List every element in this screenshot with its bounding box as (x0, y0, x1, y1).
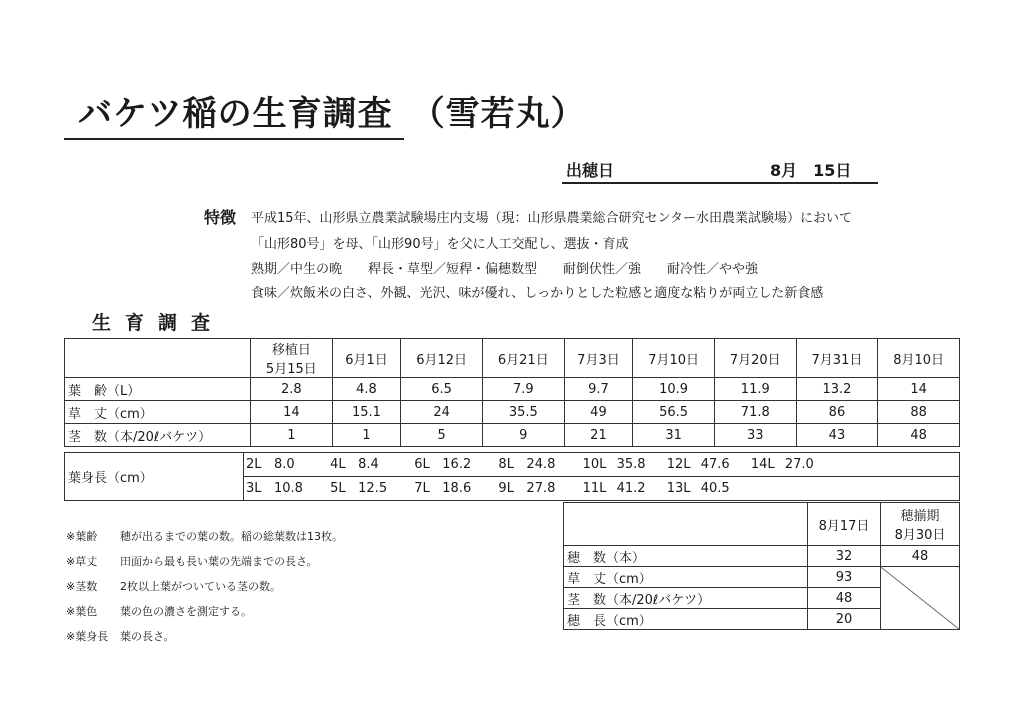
leaf-index: 3L (246, 481, 262, 496)
feature-line: 食味／炊飯米の白さ、外観、光沢、味が優れ、しっかりとした粒感と適度な粘りが両立した新食感 (251, 286, 824, 301)
leaf-value: 18.6 (442, 481, 472, 496)
note-item: ※茎数 2枚以上葉がついている茎の数。 (66, 580, 281, 593)
table-cell: 35.5 (482, 401, 564, 424)
row-label: 穂 長（cm） (564, 609, 808, 630)
row-label: 草 丈（cm） (564, 567, 808, 588)
leaf-index: 2L (246, 457, 262, 472)
leaf-value: 16.2 (442, 457, 472, 472)
leaf-line (244, 477, 960, 501)
heading-label: 出穂日 (566, 161, 615, 180)
page-title: バケツ稲の生育調査 （雪若丸） (78, 94, 586, 134)
note-item: ※葉身長 葉の長さ。 (66, 630, 175, 643)
table-cell: 5 (401, 424, 483, 447)
table-cell: 7.9 (482, 378, 564, 401)
date-header: 7月20日 (714, 339, 796, 378)
date-header: 8月17日 (808, 503, 881, 546)
table-cell: 31 (633, 424, 715, 447)
row-label: 茎 数（本/20ℓバケツ） (65, 424, 251, 447)
table-row (65, 401, 960, 424)
table-cell: 11.9 (714, 378, 796, 401)
leaf-value: 12.5 (358, 481, 388, 496)
features-label: 特徴 (204, 208, 237, 227)
table-cell: 6.5 (401, 378, 483, 401)
row-label: 茎 数（本/20ℓバケツ） (564, 588, 808, 609)
table-cell: 1 (251, 424, 333, 447)
table-row (65, 424, 960, 447)
table-cell: 21 (564, 424, 633, 447)
table-cell: 33 (714, 424, 796, 447)
diagonal-empty-cell (881, 567, 960, 630)
leaf-index: 6L (414, 457, 430, 472)
table-cell: 49 (564, 401, 633, 424)
table-cell: 2.8 (251, 378, 333, 401)
table-cell: 13.2 (796, 378, 878, 401)
table-cell: 88 (878, 401, 960, 424)
table-header-row (65, 339, 960, 378)
date-header: 6月12日 (401, 339, 483, 378)
leaf-line (244, 453, 960, 477)
date-header: 穂揃期 8月30日 (881, 503, 960, 546)
feature-line: 平成15年、山形県立農業試験場庄内支場（現：山形県農業総合研究センター水田農業試験場）において (251, 211, 853, 226)
table-cell: 9.7 (564, 378, 633, 401)
table-cell: 24 (401, 401, 483, 424)
leaf-index: 14L (750, 457, 775, 472)
leaf-value: 40.5 (700, 481, 730, 496)
row-label: 穂 数（本） (564, 546, 808, 567)
table-cell: 20 (808, 609, 881, 630)
leaf-value: 8.0 (274, 457, 295, 472)
leaf-value: 27.0 (784, 457, 814, 472)
leaf-value: 41.2 (616, 481, 646, 496)
date-header: 8月10日 (878, 339, 960, 378)
leaf-length-table (64, 452, 960, 501)
table-cell: 43 (796, 424, 878, 447)
feature-line: 熟期／中生の晩 稈長・草型／短稈・偏穂数型 耐倒伏性／強 耐冷性／やや強 (251, 262, 759, 277)
table-row (65, 378, 960, 401)
leaf-value: 8.4 (358, 457, 379, 472)
title-underline (64, 138, 404, 140)
table-cell: 48 (878, 424, 960, 447)
header-empty-cell (65, 339, 251, 378)
table-cell: 71.8 (714, 401, 796, 424)
table-cell: 10.9 (633, 378, 715, 401)
date-header: 移植日 5月15日 (251, 339, 333, 378)
leaf-index: 7L (414, 481, 430, 496)
date-header: 6月21日 (482, 339, 564, 378)
table-header-row (564, 503, 960, 546)
table-cell: 93 (808, 567, 881, 588)
header-empty-cell (564, 503, 808, 546)
feature-line: 「山形80号」を母、「山形90号」を父に人工交配し、選抜・育成 (251, 237, 629, 252)
leaf-index: 11L (582, 481, 607, 496)
table-cell: 1 (332, 424, 401, 447)
date-header: 7月3日 (564, 339, 633, 378)
table-cell: 48 (808, 588, 881, 609)
leaf-value: 35.8 (616, 457, 646, 472)
date-header: 6月1日 (332, 339, 401, 378)
table-cell: 4.8 (332, 378, 401, 401)
table-cell: 9 (482, 424, 564, 447)
row-label: 葉 齢（L） (65, 378, 251, 401)
table-row (65, 453, 960, 477)
note-item: ※葉齢 穂が出るまでの葉の数。稲の総葉数は13枚。 (66, 530, 343, 543)
table-cell: 32 (808, 546, 881, 567)
heading-underline (562, 182, 878, 184)
heading-date: 8月 15日 (770, 161, 852, 180)
leaf-value: 47.6 (700, 457, 730, 472)
row-label: 草 丈（cm） (65, 401, 251, 424)
date-header: 7月10日 (633, 339, 715, 378)
table-cell: 56.5 (633, 401, 715, 424)
table-cell: 14 (878, 378, 960, 401)
note-item: ※葉色 葉の色の濃さを測定する。 (66, 605, 252, 618)
table-cell: 48 (881, 546, 960, 567)
leaf-index: 12L (666, 457, 691, 472)
table-row (564, 546, 960, 567)
row-label: 葉身長（cm） (65, 453, 244, 501)
table-row (564, 567, 960, 588)
harvest-table (563, 502, 960, 630)
leaf-index: 4L (330, 457, 346, 472)
leaf-index: 10L (582, 457, 607, 472)
leaf-value: 27.8 (526, 481, 556, 496)
leaf-value: 24.8 (526, 457, 556, 472)
date-header: 7月31日 (796, 339, 878, 378)
section-title: 生育調査 (92, 312, 225, 334)
table-cell: 14 (251, 401, 333, 424)
leaf-index: 9L (498, 481, 514, 496)
table-cell: 86 (796, 401, 878, 424)
leaf-index: 5L (330, 481, 346, 496)
note-item: ※草丈 田面から最も長い葉の先端までの長さ。 (66, 555, 318, 568)
leaf-index: 13L (666, 481, 691, 496)
leaf-value: 10.8 (274, 481, 303, 496)
table-cell: 15.1 (332, 401, 401, 424)
growth-table (64, 338, 960, 447)
leaf-index: 8L (498, 457, 514, 472)
